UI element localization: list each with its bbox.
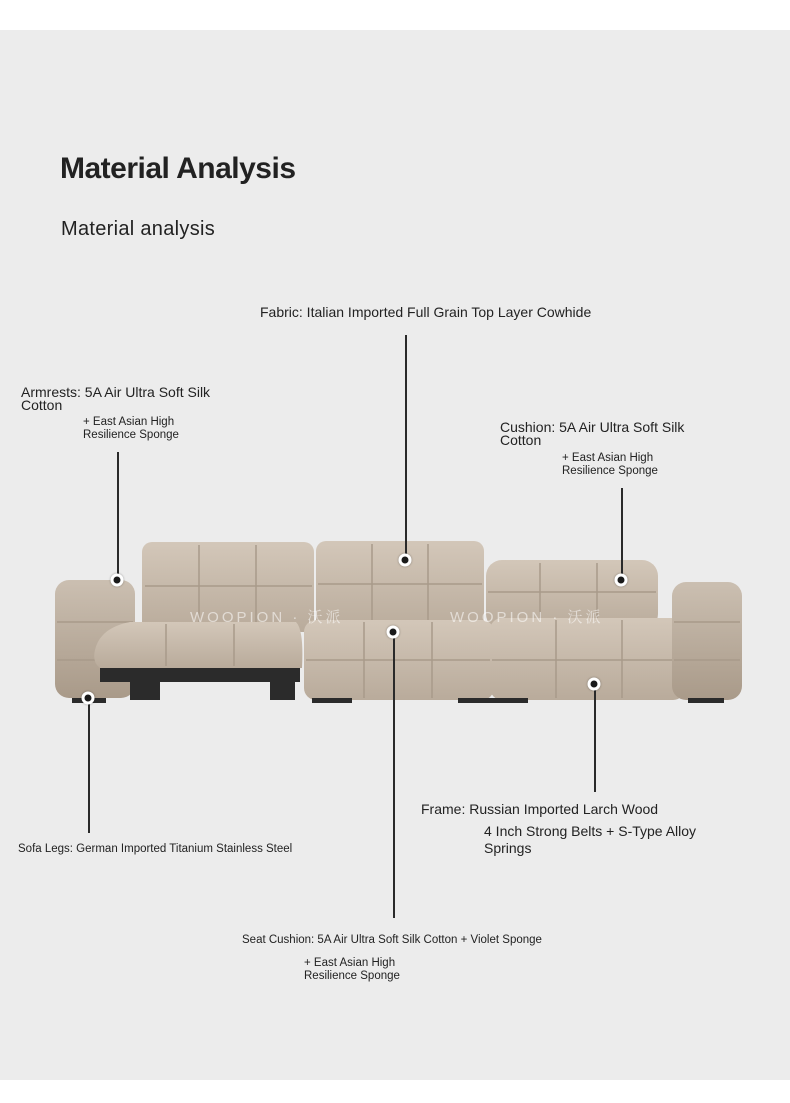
armrests-sub-line1: + East Asian High — [83, 416, 175, 428]
seat-marker-dot — [387, 626, 400, 639]
seat-sub-line1: + East Asian High — [304, 957, 396, 969]
fabric-label: Fabric: Italian Imported Full Grain Top Layer Cowhide — [260, 304, 592, 320]
cushion-sub-line1: + East Asian High — [562, 452, 654, 464]
frame-marker-dot — [588, 678, 601, 691]
sofa-leg — [312, 698, 352, 703]
sofa-leg — [458, 698, 528, 703]
seat-cushion-right — [490, 618, 685, 700]
seat-cushion-left — [94, 622, 302, 668]
fabric-leader-line — [405, 335, 407, 560]
armrest-leader-line — [117, 452, 119, 580]
frame-sub-line1: 4 Inch Strong Belts + S-Type Alloy — [484, 823, 697, 839]
armrest-right — [672, 582, 742, 700]
seat-label: Seat Cushion: 5A Air Ultra Soft Silk Cotton + Violet Sponge — [242, 934, 542, 946]
fabric-marker-dot — [399, 554, 412, 567]
frame-sub-line2: Springs — [484, 840, 532, 856]
armrest-marker-dot — [111, 574, 124, 587]
legs-marker-dot — [82, 692, 95, 705]
armrests-label-line2: Cotton — [21, 397, 63, 413]
watermark-left: WOOPION · 沃派 — [190, 609, 344, 626]
seat-sub-line2: Resilience Sponge — [304, 970, 400, 982]
watermark-right: WOOPION · 沃派 — [450, 609, 604, 626]
sofa-leg — [688, 698, 724, 703]
frame-label: Frame: Russian Imported Larch Wood — [421, 801, 659, 817]
cushion-leader-line — [621, 488, 623, 580]
armrests-sub-line2: Resilience Sponge — [83, 429, 179, 441]
cushion-label-line2: Cotton — [500, 432, 542, 448]
cushion-sub-line2: Resilience Sponge — [562, 465, 658, 477]
cushion-label-line1: Cushion: 5A Air Ultra Soft Silk — [500, 419, 685, 435]
legs-leader-line — [88, 698, 90, 833]
cushion-marker-dot — [615, 574, 628, 587]
frame-leader-line — [594, 684, 596, 792]
page-subtitle: Material analysis — [61, 218, 216, 240]
seat-leader-line — [393, 632, 395, 918]
legs-label: Sofa Legs: German Imported Titanium Stainless Steel — [18, 843, 293, 855]
page-title: Material Analysis — [60, 152, 296, 185]
armrests-label-line1: Armrests: 5A Air Ultra Soft Silk — [21, 384, 211, 400]
recliner-frame — [100, 668, 300, 682]
